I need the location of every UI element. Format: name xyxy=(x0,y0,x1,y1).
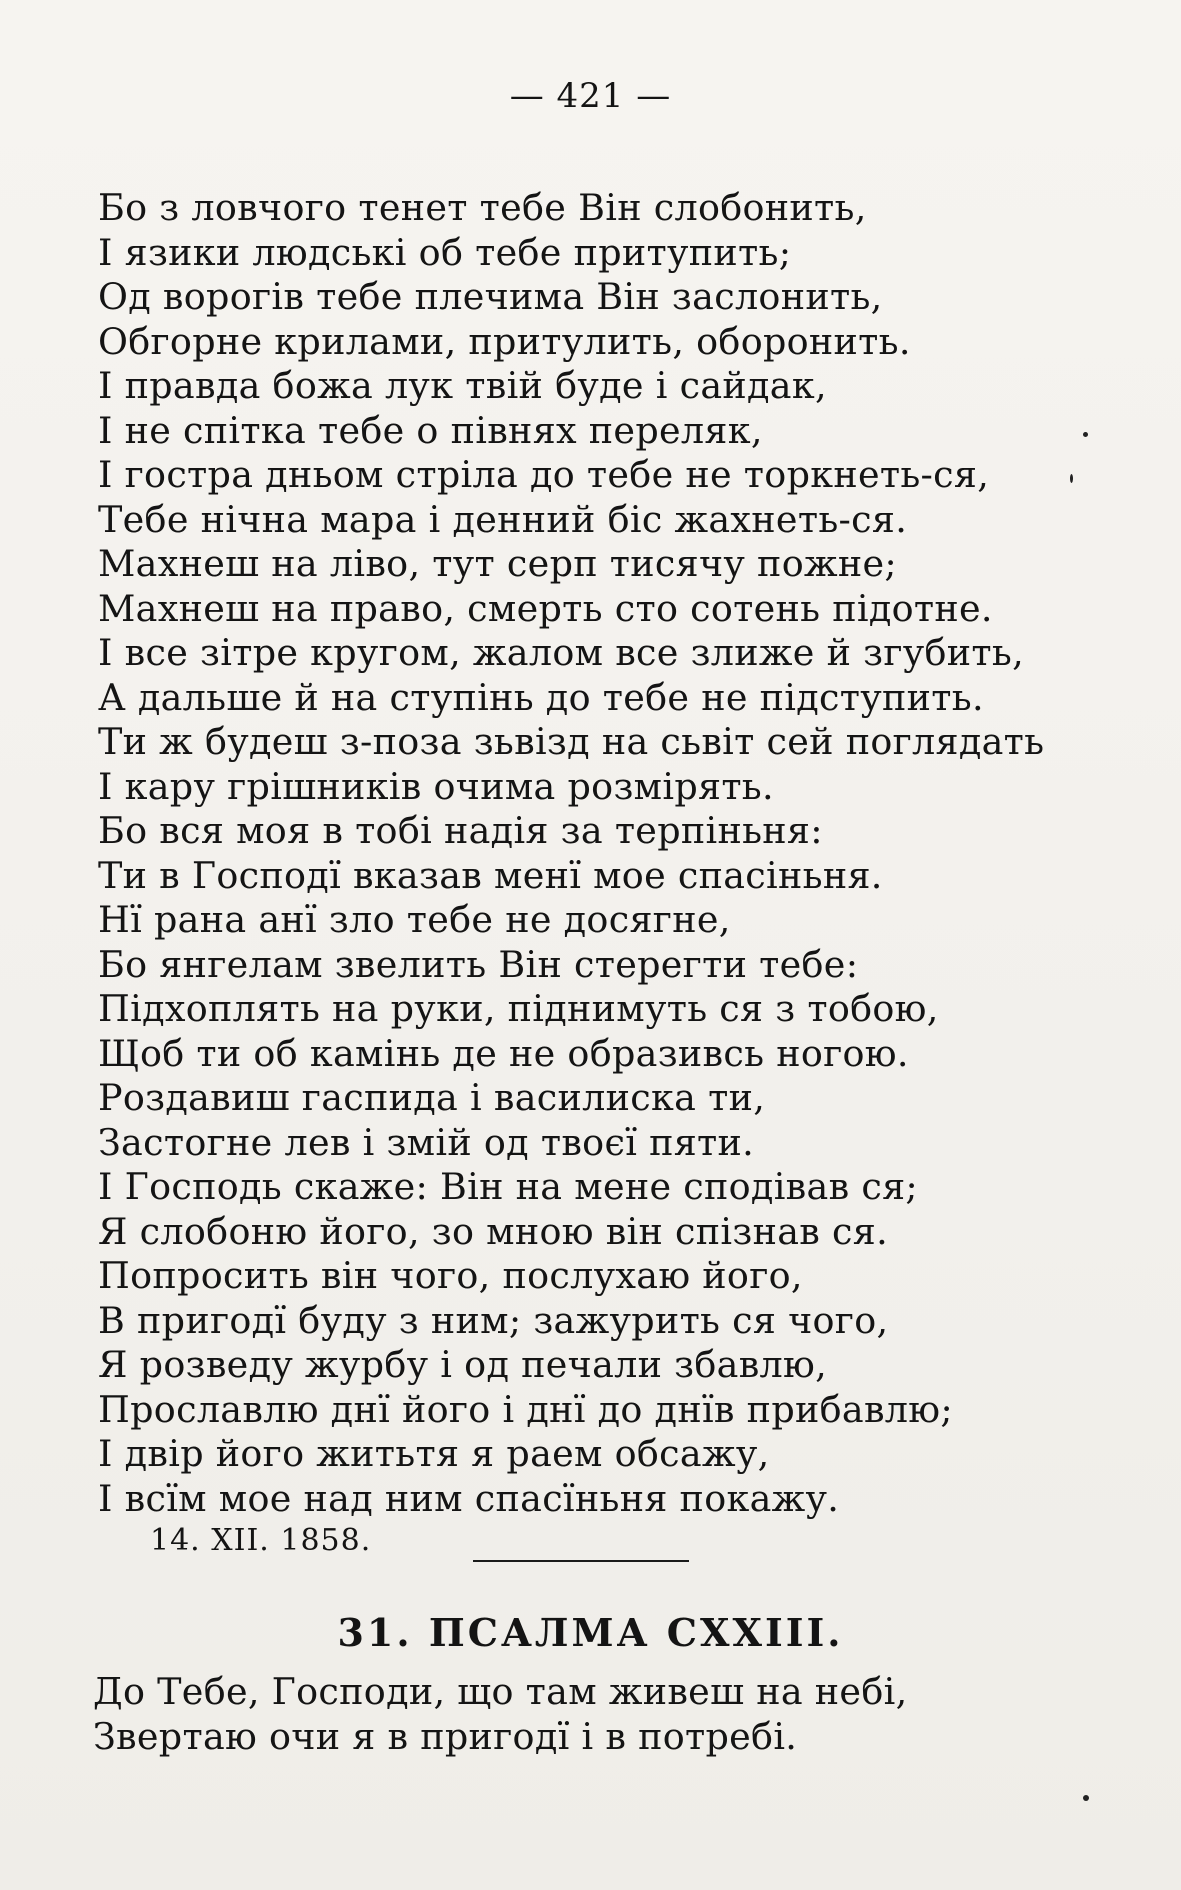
poem-date: 14. XII. 1858. xyxy=(150,1523,372,1558)
section-divider xyxy=(473,1560,689,1562)
poem-line: І Господь скаже: Він на мене сподівав ся; xyxy=(98,1165,919,1208)
poem-line: Бо з ловчого тенет тебе Він слобонить, xyxy=(98,186,867,229)
ink-speck xyxy=(1083,432,1088,437)
poem-line: Я слобоню його, зо мною він спізнав ся. xyxy=(98,1209,889,1253)
poem-line: І двір його житьтя я раем обсажу, xyxy=(98,1432,770,1475)
poem-line: Од ворогів тебе плечима Він заслонить, xyxy=(98,275,883,318)
poem-line: І язики людські об тебе притупить; xyxy=(98,230,792,274)
poem-line: Махнеш на ліво, тут серп тисячу пожне; xyxy=(98,542,897,585)
poem-line: Щоб ти об камінь де не образивсь ногою. xyxy=(98,1031,909,1075)
poem-line: Нї рана анї зло тебе не досягне, xyxy=(98,898,731,941)
poem-line: І гостра дньом стріла до тебе не торкнеть-ся, xyxy=(98,453,990,496)
poem-line: В пригодї буду з ним; зажурить ся чого, xyxy=(98,1298,889,1342)
poem-line: І правда божа лук твій буде і сайдак, xyxy=(98,364,827,407)
poem-line: Підхоплять на руки, піднимуть ся з тобою, xyxy=(98,987,939,1030)
poem-line: Я розведу журбу і од печали збавлю, xyxy=(98,1343,828,1386)
poem-line: Попросить він чого, послухаю його, xyxy=(98,1254,803,1297)
poem-line: Махнеш на право, смерть сто сотень підотне. xyxy=(98,586,993,630)
ink-speck xyxy=(1083,1795,1089,1801)
poem-line: Застогне лев і змій од твоєї пяти. xyxy=(98,1120,755,1164)
poem-line: Роздавиш гаспида і василиска ти, xyxy=(98,1076,766,1119)
poem-line: Обгорне крилами, притулить, оборонить. xyxy=(98,319,911,363)
poem-line: Звертаю очи я в пригодї і в потребі. xyxy=(93,1714,798,1758)
poem-line: І всїм мое над ним спасїньня покажу. xyxy=(98,1476,840,1520)
poem-line: А дальше й на ступінь до тебе не підступить. xyxy=(98,675,984,719)
poem-line: І все зітре кругом, жалом все злиже й згубить, xyxy=(98,631,1024,674)
ink-speck xyxy=(1070,474,1073,483)
poem-body-2 xyxy=(93,1670,1093,1759)
poem-line: Тебе нічна мара і денний біс жахнеть-ся. xyxy=(98,497,908,541)
poem-line: Бо вся моя в тобі надія за терпіньня: xyxy=(98,809,823,852)
poem-line: До Тебе, Господи, що там живеш на небі, xyxy=(93,1670,908,1713)
poem-line: Ти в Господї вказав менї мое спасіньня. xyxy=(98,853,883,897)
poem-line: Ти ж будеш з-поза зьвізд на сьвіт сей поглядать xyxy=(98,720,1045,763)
page-number: — 421 — xyxy=(509,76,672,116)
poem-body xyxy=(98,186,1098,1521)
poem-line: Прославлю днї його і днї до днїв прибавлю; xyxy=(98,1387,953,1431)
poem-line: Бо янгелам звелить Він стерегти тебе: xyxy=(98,942,859,986)
poem-line: І не спітка тебе о півнях переляк, xyxy=(98,408,763,452)
poem-line: І кару грішників очима розмірять. xyxy=(98,764,774,808)
section-title: 31. ПСАЛМА CXXIII. xyxy=(337,1610,844,1655)
